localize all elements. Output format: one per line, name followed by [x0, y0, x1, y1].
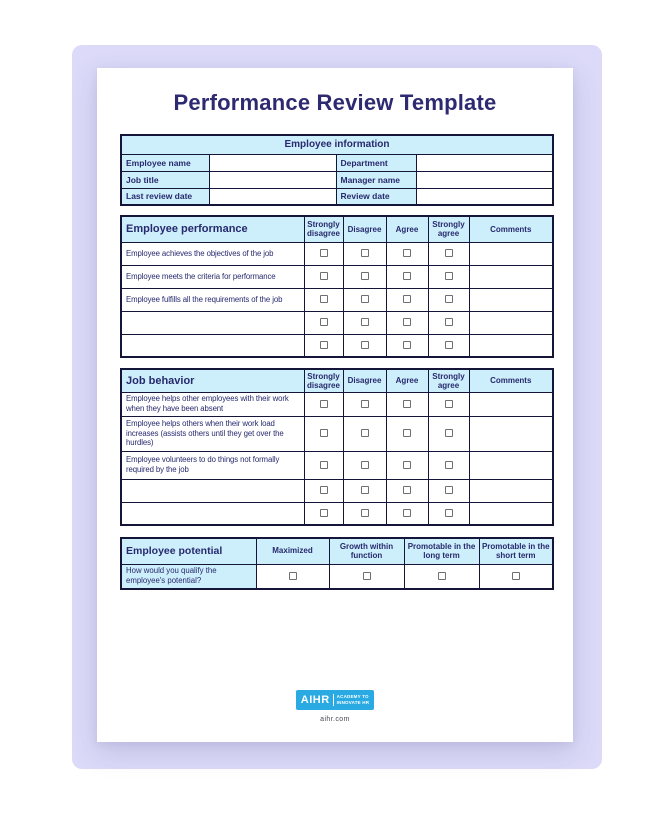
checkbox[interactable]: [361, 295, 369, 303]
rating-cell: [428, 242, 469, 265]
logo-divider: [333, 694, 334, 706]
section-title-employee-potential: Employee potential: [121, 538, 256, 564]
rating-cell: [343, 334, 386, 357]
rating-cell: [428, 479, 469, 502]
rating-cell: [428, 288, 469, 311]
rating-cell: [343, 451, 386, 479]
checkbox[interactable]: [403, 295, 411, 303]
question-cell: Employee helps other employees with their work when they have been absent: [121, 392, 304, 416]
checkbox[interactable]: [403, 400, 411, 408]
job-behavior-table: [120, 368, 554, 526]
field-label-manager-name: Manager name: [336, 171, 416, 188]
rating-row: [121, 265, 553, 288]
checkbox[interactable]: [445, 509, 453, 517]
column-header-promotable-short-term: Promotable in the short term: [479, 538, 553, 564]
rating-cell: [428, 334, 469, 357]
rating-cell-promotable-short-term: [479, 564, 553, 589]
comments-cell[interactable]: [469, 242, 553, 265]
rating-cell-promotable-long-term: [404, 564, 479, 589]
template-page: [97, 68, 573, 742]
rating-row: [121, 479, 553, 502]
checkbox[interactable]: [361, 249, 369, 257]
question-cell: Employee meets the criteria for performance: [121, 265, 304, 288]
rating-cell: [304, 288, 343, 311]
checkbox[interactable]: [320, 486, 328, 494]
checkbox[interactable]: [403, 318, 411, 326]
checkbox[interactable]: [438, 572, 446, 580]
rating-cell: [386, 288, 428, 311]
checkbox[interactable]: [361, 461, 369, 469]
comments-cell[interactable]: [469, 451, 553, 479]
checkbox[interactable]: [445, 295, 453, 303]
employee-info-table: [120, 134, 554, 206]
rating-cell: [343, 311, 386, 334]
field-value-review-date[interactable]: [416, 188, 553, 205]
checkbox[interactable]: [361, 318, 369, 326]
potential-row: [121, 564, 553, 589]
rating-cell: [304, 479, 343, 502]
checkbox[interactable]: [445, 400, 453, 408]
blank-question-cell[interactable]: [121, 311, 304, 334]
checkbox[interactable]: [320, 461, 328, 469]
website-url: aihr.com: [320, 716, 350, 723]
rating-row: [121, 242, 553, 265]
rating-table-body-1: [121, 392, 553, 525]
comments-cell[interactable]: [469, 311, 553, 334]
checkbox[interactable]: [445, 249, 453, 257]
aihr-logo-tagline: ACADEMY TO INNOVATE HR: [336, 694, 370, 705]
rating-cell: [428, 451, 469, 479]
info-row: [121, 188, 553, 205]
checkbox[interactable]: [445, 429, 453, 437]
aihr-logo: [296, 690, 374, 710]
checkbox[interactable]: [320, 272, 328, 280]
employee-potential-table: [120, 537, 554, 590]
checkbox[interactable]: [403, 429, 411, 437]
column-header-disagree: Disagree: [343, 369, 386, 392]
rating-row: [121, 311, 553, 334]
rating-cell: [386, 392, 428, 416]
field-label-department: Department: [336, 154, 416, 171]
rating-cell: [428, 502, 469, 525]
checkbox[interactable]: [403, 341, 411, 349]
rating-row: [121, 451, 553, 479]
column-header-strongly-disagree: Strongly disagree: [304, 216, 343, 242]
section-title-job-behavior: Job behavior: [121, 369, 304, 392]
info-row: [121, 171, 553, 188]
rating-cell: [304, 334, 343, 357]
rating-cell: [428, 311, 469, 334]
checkbox[interactable]: [361, 400, 369, 408]
aihr-logo-text: AIHR: [300, 694, 330, 706]
field-label-last-review-date: Last review date: [121, 188, 209, 205]
checkbox[interactable]: [445, 341, 453, 349]
checkbox[interactable]: [363, 572, 371, 580]
blank-question-cell[interactable]: [121, 334, 304, 357]
question-cell: Employee achieves the objectives of the job: [121, 242, 304, 265]
footer: [97, 690, 573, 710]
column-header-comments: Comments: [469, 216, 553, 242]
column-header-strongly-disagree: Strongly disagree: [304, 369, 343, 392]
rating-row: [121, 288, 553, 311]
field-label-job-title: Job title: [121, 171, 209, 188]
blank-question-cell[interactable]: [121, 479, 304, 502]
checkbox[interactable]: [320, 318, 328, 326]
rating-cell: [343, 242, 386, 265]
rating-cell: [386, 242, 428, 265]
rating-cell: [343, 416, 386, 451]
comments-cell[interactable]: [469, 265, 553, 288]
rating-cell: [386, 502, 428, 525]
checkbox[interactable]: [320, 295, 328, 303]
rating-cell-growth-within-function: [329, 564, 404, 589]
rating-cell: [304, 242, 343, 265]
rating-cell: [386, 479, 428, 502]
rating-cell: [343, 479, 386, 502]
comments-cell[interactable]: [469, 392, 553, 416]
checkbox[interactable]: [361, 341, 369, 349]
column-header-maximized: Maximized: [256, 538, 329, 564]
comments-cell[interactable]: [469, 416, 553, 451]
rating-cell: [304, 265, 343, 288]
checkbox[interactable]: [403, 509, 411, 517]
rating-table-body-0: [121, 242, 553, 357]
checkbox[interactable]: [445, 272, 453, 280]
page-title: Performance Review Template: [173, 90, 497, 115]
rating-cell: [428, 392, 469, 416]
section-title-employee-performance: Employee performance: [121, 216, 304, 242]
checkbox[interactable]: [320, 429, 328, 437]
column-header-growth-within-function: Growth within function: [329, 538, 404, 564]
checkbox[interactable]: [403, 272, 411, 280]
rating-cell: [386, 265, 428, 288]
column-header-disagree: Disagree: [343, 216, 386, 242]
checkbox[interactable]: [320, 249, 328, 257]
employee-performance-table: [120, 215, 554, 358]
checkbox[interactable]: [403, 486, 411, 494]
rating-cell: [386, 451, 428, 479]
checkbox[interactable]: [320, 341, 328, 349]
rating-cell: [304, 502, 343, 525]
column-header-strongly-agree: Strongly agree: [428, 369, 469, 392]
comments-cell[interactable]: [469, 288, 553, 311]
field-value-employee-name[interactable]: [209, 154, 336, 171]
column-header-comments: Comments: [469, 369, 553, 392]
checkbox[interactable]: [445, 461, 453, 469]
rating-cell: [428, 265, 469, 288]
comments-cell[interactable]: [469, 334, 553, 357]
rating-cell-maximized: [256, 564, 329, 589]
checkbox[interactable]: [403, 249, 411, 257]
field-value-manager-name[interactable]: [416, 171, 553, 188]
info-row: [121, 154, 553, 171]
blank-question-cell[interactable]: [121, 502, 304, 525]
rating-row: [121, 502, 553, 525]
checkbox[interactable]: [403, 461, 411, 469]
checkbox[interactable]: [445, 318, 453, 326]
checkbox[interactable]: [289, 572, 297, 580]
column-header-agree: Agree: [386, 216, 428, 242]
question-cell: Employee fulfills all the requirements of the job: [121, 288, 304, 311]
question-cell: Employee helps others when their work load increases (assists others until they get over the hurdles): [121, 416, 304, 451]
rating-row: [121, 392, 553, 416]
rating-cell: [386, 416, 428, 451]
column-header-strongly-agree: Strongly agree: [428, 216, 469, 242]
field-value-job-title[interactable]: [209, 171, 336, 188]
rating-cell: [386, 311, 428, 334]
rating-cell: [386, 334, 428, 357]
potential-question: How would you qualify the employee's potential?: [121, 564, 256, 589]
column-header-promotable-long-term: Promotable in the long term: [404, 538, 479, 564]
rating-row: [121, 416, 553, 451]
checkbox[interactable]: [320, 509, 328, 517]
rating-cell: [343, 288, 386, 311]
comments-cell[interactable]: [469, 479, 553, 502]
rating-cell: [304, 416, 343, 451]
rating-cell: [428, 416, 469, 451]
rating-cell: [343, 392, 386, 416]
checkbox[interactable]: [445, 486, 453, 494]
question-cell: Employee volunteers to do things not formally required by the job: [121, 451, 304, 479]
employee-info-header: Employee information: [121, 135, 553, 154]
column-header-agree: Agree: [386, 369, 428, 392]
rating-cell: [304, 451, 343, 479]
checkbox[interactable]: [512, 572, 520, 580]
field-value-last-review-date[interactable]: [209, 188, 336, 205]
field-value-department[interactable]: [416, 154, 553, 171]
field-label-employee-name: Employee name: [121, 154, 209, 171]
checkbox[interactable]: [361, 509, 369, 517]
rating-cell: [304, 392, 343, 416]
checkbox[interactable]: [320, 400, 328, 408]
checkbox[interactable]: [361, 272, 369, 280]
comments-cell[interactable]: [469, 502, 553, 525]
checkbox[interactable]: [361, 429, 369, 437]
rating-cell: [343, 502, 386, 525]
checkbox[interactable]: [361, 486, 369, 494]
rating-cell: [343, 265, 386, 288]
rating-cell: [304, 311, 343, 334]
rating-row: [121, 334, 553, 357]
field-label-review-date: Review date: [336, 188, 416, 205]
